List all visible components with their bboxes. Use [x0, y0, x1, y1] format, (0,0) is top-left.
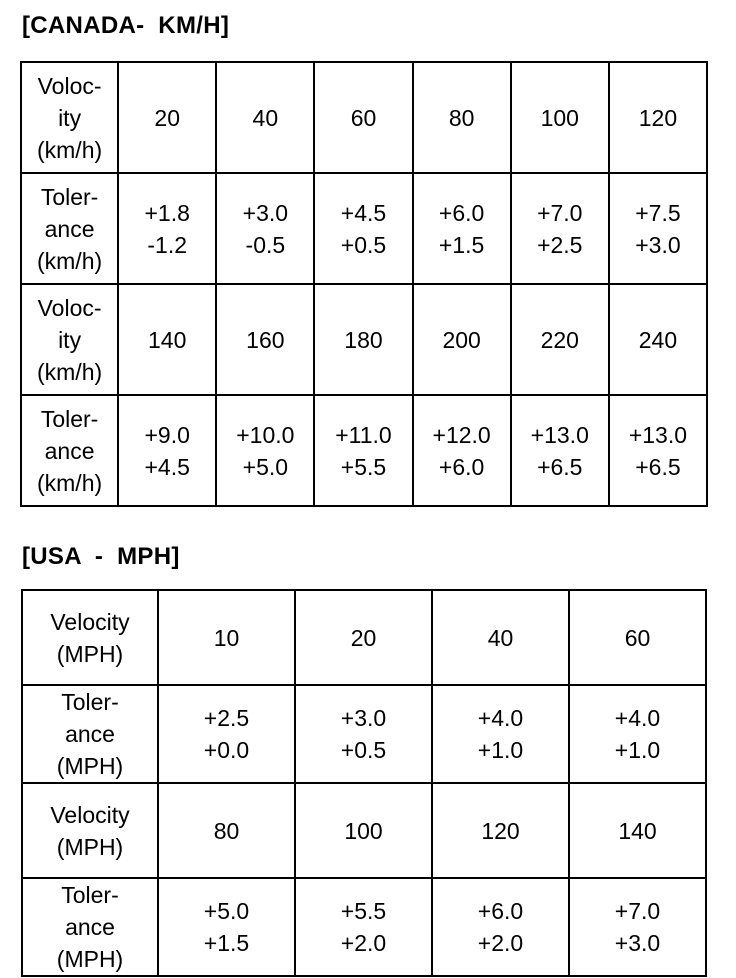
value-line: +7.0 [614, 898, 661, 924]
header-line: Toler- [61, 882, 119, 908]
value-line: +5.5 [340, 453, 387, 480]
value-line: 120 [638, 104, 678, 131]
value-line: +2.0 [340, 930, 387, 956]
header-line: (km/h) [36, 469, 103, 496]
header-line: ance [65, 721, 115, 747]
tolerance-cell [413, 395, 511, 506]
tolerance-cell [118, 173, 216, 284]
value-line: +1.8 [144, 199, 190, 226]
table-row [22, 685, 706, 783]
tolerance-cell [511, 173, 609, 284]
value-line: +6.0 [438, 453, 485, 480]
value-line: +3.0 [614, 930, 661, 956]
velocity-cell [295, 783, 432, 878]
velocity-cell [511, 62, 609, 173]
value-line: 200 [442, 326, 481, 353]
tolerance-cell [432, 878, 569, 976]
value-line: 100 [540, 104, 579, 131]
value-line: 60 [624, 624, 651, 651]
value-line: +2.5 [203, 705, 250, 731]
value-line: 140 [148, 326, 187, 353]
header-line: Toler- [40, 405, 99, 432]
header-line: Toler- [40, 183, 99, 210]
tolerance-cell [609, 173, 707, 284]
table-row [21, 62, 707, 173]
velocity-cell [118, 62, 216, 173]
header-line: Velocity [50, 801, 130, 828]
velocity-cell [158, 783, 295, 878]
velocity-cell [432, 590, 569, 685]
velocity-cell [216, 62, 314, 173]
usa-section-title: [USA - MPH] [22, 543, 180, 570]
table-row [21, 395, 707, 506]
value-line: +5.0 [203, 898, 250, 924]
velocity-cell [609, 62, 707, 173]
value-line: +7.5 [635, 199, 681, 226]
value-line: 40 [487, 624, 514, 651]
velocity-cell [432, 783, 569, 878]
value-line: -0.5 [245, 231, 286, 258]
value-line: 40 [252, 104, 279, 131]
velocity-cell [295, 590, 432, 685]
header-line: Velocity [50, 608, 130, 635]
header-line: (MPH) [56, 753, 124, 779]
value-line: -1.2 [147, 231, 188, 258]
canada-section-title: [CANADA- KM/H] [22, 12, 230, 39]
header-line: ance [65, 914, 115, 940]
tolerance-cell [511, 395, 609, 506]
value-line: +4.5 [340, 199, 387, 226]
value-line: +6.5 [635, 453, 681, 480]
value-line: +3.0 [242, 199, 289, 226]
row-header-cell [22, 878, 158, 976]
value-line: +3.0 [340, 705, 387, 731]
value-line: 80 [448, 104, 475, 131]
value-line: +2.5 [537, 231, 583, 258]
header-line: Toler- [61, 689, 119, 715]
value-line: 220 [540, 326, 579, 353]
row-header-cell [21, 395, 118, 506]
table-row [22, 590, 706, 685]
tolerance-cell [216, 395, 314, 506]
value-line: 80 [213, 817, 240, 844]
value-line: +2.0 [477, 930, 524, 956]
value-line: +12.0 [432, 421, 491, 448]
value-line: 60 [350, 104, 377, 131]
velocity-cell [158, 590, 295, 685]
header-line: Voloc- [37, 294, 102, 321]
velocity-cell [609, 284, 707, 395]
tolerance-cell [314, 395, 412, 506]
value-line: +3.0 [635, 231, 681, 258]
header-line: Voloc- [37, 72, 102, 99]
tolerance-cell [118, 395, 216, 506]
value-line: +1.0 [614, 737, 661, 763]
header-line: (km/h) [36, 358, 103, 385]
tolerance-cell [569, 878, 706, 976]
value-line: +4.0 [477, 705, 524, 731]
value-line: 160 [246, 326, 285, 353]
header-line: ity [58, 104, 82, 131]
velocity-cell [118, 284, 216, 395]
value-line: +5.5 [340, 898, 387, 924]
tolerance-cell [609, 395, 707, 506]
table-row [22, 878, 706, 976]
header-line: ity [58, 326, 82, 353]
value-line: +10.0 [236, 421, 295, 448]
value-line: 140 [618, 817, 657, 844]
value-line: +5.0 [242, 453, 289, 480]
tolerance-cell [413, 173, 511, 284]
usa-tolerance-table [21, 589, 707, 977]
value-line: +0.5 [340, 231, 387, 258]
tolerance-cell [295, 878, 432, 976]
row-header-cell [22, 783, 158, 878]
tolerance-cell [432, 685, 569, 783]
row-header-cell [22, 685, 158, 783]
value-line: +4.5 [144, 453, 190, 480]
header-line: ance [44, 215, 95, 242]
value-line: +1.0 [477, 737, 524, 763]
velocity-cell [413, 62, 511, 173]
velocity-cell [413, 284, 511, 395]
value-line: +1.5 [438, 231, 485, 258]
value-line: 240 [638, 326, 678, 353]
tolerance-cell [314, 173, 412, 284]
table-row [22, 783, 706, 878]
table-row [21, 284, 707, 395]
value-line: +4.0 [614, 705, 661, 731]
row-header-cell [21, 173, 118, 284]
velocity-cell [314, 62, 412, 173]
tolerance-cell [158, 685, 295, 783]
value-line: +0.5 [340, 737, 387, 763]
value-line: +13.0 [628, 421, 688, 448]
value-line: 100 [344, 817, 383, 844]
value-line: +6.0 [477, 898, 524, 924]
value-line: 20 [154, 104, 180, 131]
value-line: +1.5 [203, 930, 250, 956]
velocity-cell [569, 783, 706, 878]
row-header-cell [21, 284, 118, 395]
value-line: 20 [350, 624, 377, 651]
tolerance-cell [295, 685, 432, 783]
row-header-cell [22, 590, 158, 685]
value-line: +7.0 [537, 199, 583, 226]
canada-tolerance-table [20, 61, 708, 507]
velocity-cell [569, 590, 706, 685]
velocity-cell [314, 284, 412, 395]
header-line: (km/h) [36, 247, 103, 274]
row-header-cell [21, 62, 118, 173]
value-line: +9.0 [144, 421, 190, 448]
header-line: (km/h) [36, 136, 103, 163]
header-line: ance [44, 437, 95, 464]
value-line: 10 [213, 624, 240, 651]
tolerance-cell [216, 173, 314, 284]
value-line: 180 [344, 326, 383, 353]
header-line: (MPH) [56, 833, 124, 860]
velocity-cell [216, 284, 314, 395]
value-line: 120 [481, 817, 520, 844]
value-line: +13.0 [530, 421, 589, 448]
velocity-cell [511, 284, 609, 395]
value-line: +11.0 [335, 421, 392, 448]
header-line: (MPH) [56, 946, 124, 972]
value-line: +6.5 [537, 453, 583, 480]
value-line: +0.0 [203, 737, 250, 763]
header-line: (MPH) [56, 640, 124, 667]
tolerance-cell [158, 878, 295, 976]
tolerance-cell [569, 685, 706, 783]
table-row [21, 173, 707, 284]
value-line: +6.0 [438, 199, 485, 226]
